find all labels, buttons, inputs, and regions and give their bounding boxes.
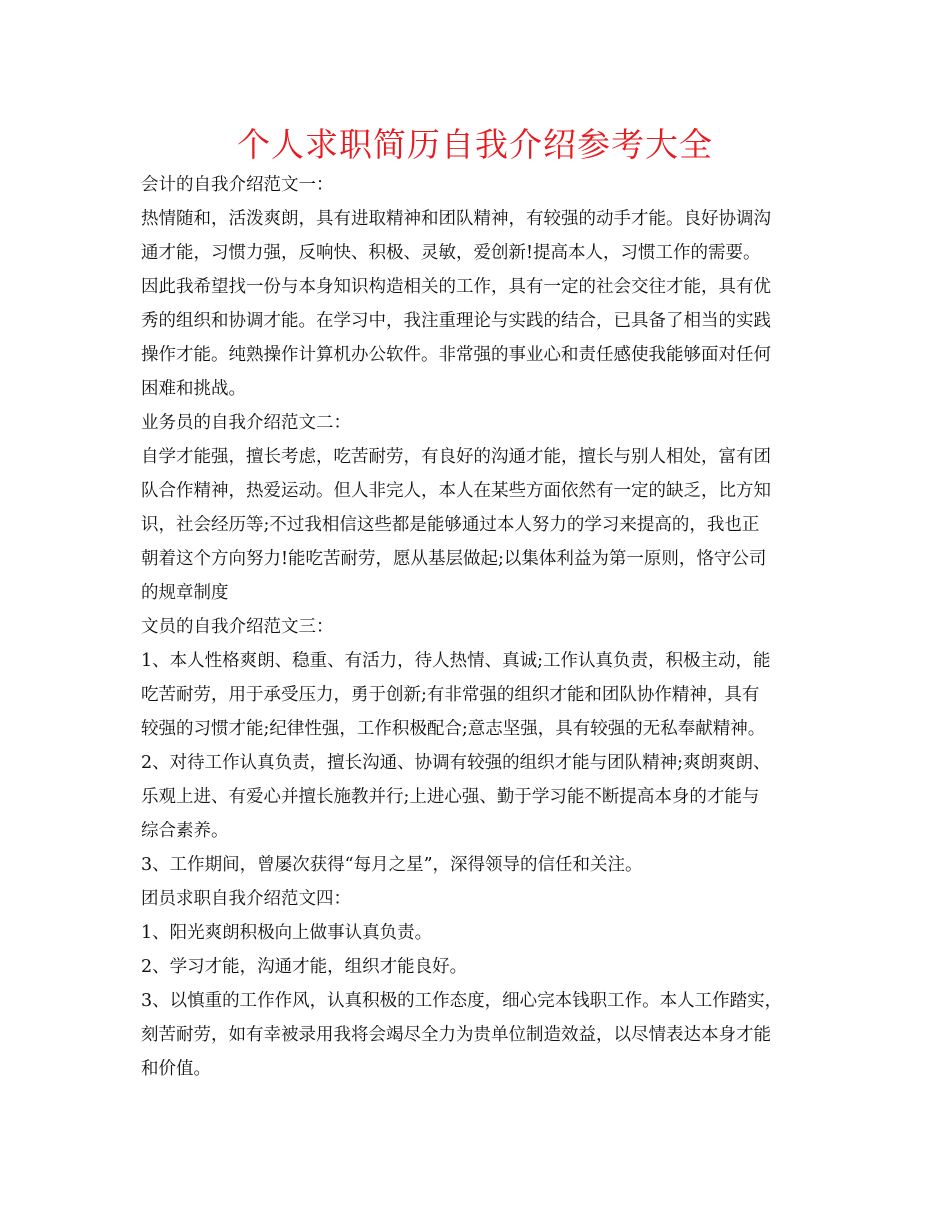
paragraph-line: 较强的习惯才能;纪律性强，工作积极配合;意志坚强，具有较强的无私奉献精神。 bbox=[141, 719, 766, 739]
paragraph-line: 自学才能强，擅长考虑，吃苦耐劳，有良好的沟通才能，擅长与别人相处，富有团 bbox=[141, 447, 771, 467]
paragraph-line: 2、学习才能，沟通才能，组织才能良好。 bbox=[141, 957, 468, 977]
section-heading-clerk: 文员的自我介绍范文三： bbox=[141, 617, 334, 637]
paragraph-line: 3、工作期间，曾屡次获得“每月之星”，深得领导的信任和关注。 bbox=[141, 855, 643, 875]
document-title: 个人求职简历自我介绍参考大全 bbox=[237, 125, 713, 164]
section-heading-league-member: 团员求职自我介绍范文四： bbox=[141, 889, 351, 909]
paragraph-line: 队合作精神，热爱运动。但人非完人，本人在某些方面依然有一定的缺乏，比方知 bbox=[141, 481, 771, 501]
paragraph-line: 热情随和，活泼爽朗，具有进取精神和团队精神，有较强的动手才能。良好协调沟 bbox=[141, 209, 771, 229]
paragraph-line: 通才能，习惯力强，反响快、积极、灵敏，爱创新!提高本人，习惯工作的需要。 bbox=[141, 243, 761, 263]
paragraph-line: 和价值。 bbox=[141, 1059, 211, 1079]
paragraph-line: 秀的组织和协调才能。在学习中，我注重理论与实践的结合，已具备了相当的实践 bbox=[141, 311, 771, 331]
paragraph-line: 3、以慎重的工作作风，认真积极的工作态度，细心完本钱职工作。本人工作踏实， bbox=[141, 991, 783, 1011]
section-heading-salesperson: 业务员的自我介绍范文二： bbox=[141, 413, 351, 433]
paragraph-line: 操作才能。纯熟操作计算机办公软件。非常强的事业心和责任感使我能够面对任何 bbox=[141, 345, 771, 365]
paragraph-line: 困难和挑战。 bbox=[141, 379, 246, 399]
paragraph-line: 乐观上进、有爱心并擅长施教并行;上进心强、勤于学习能不断提高本身的才能与 bbox=[141, 787, 760, 807]
paragraph-line: 的规章制度 bbox=[141, 583, 229, 603]
paragraph-line: 刻苦耐劳，如有幸被录用我将会竭尽全力为贵单位制造效益，以尽情表达本身才能 bbox=[141, 1025, 771, 1045]
paragraph-line: 1、阳光爽朗积极向上做事认真负责。 bbox=[141, 923, 433, 943]
section-heading-accountant: 会计的自我介绍范文一： bbox=[141, 175, 334, 195]
paragraph-line: 朝着这个方向努力!能吃苦耐劳，愿从基层做起;以集体利益为第一原则，恪守公司 bbox=[141, 549, 767, 569]
paragraph-line: 因此我希望找一份与本身知识构造相关的工作，具有一定的社会交往才能，具有优 bbox=[141, 277, 771, 297]
paragraph-line: 吃苦耐劳，用于承受压力，勇于创新;有非常强的组织才能和团队协作精神，具有 bbox=[141, 685, 760, 705]
document-body bbox=[141, 168, 815, 1086]
paragraph-line: 1、本人性格爽朗、稳重、有活力，待人热情、真诚;工作认真负责，积极主动，能 bbox=[141, 651, 771, 671]
paragraph-line: 识，社会经历等;不过我相信这些都是能够通过本人努力的学习来提高的，我也正 bbox=[141, 515, 760, 535]
paragraph-line: 2、对待工作认真负责，擅长沟通、协调有较强的组织才能与团队精神;爽朗爽朗、 bbox=[141, 753, 771, 773]
paragraph-line: 综合素养。 bbox=[141, 821, 229, 841]
